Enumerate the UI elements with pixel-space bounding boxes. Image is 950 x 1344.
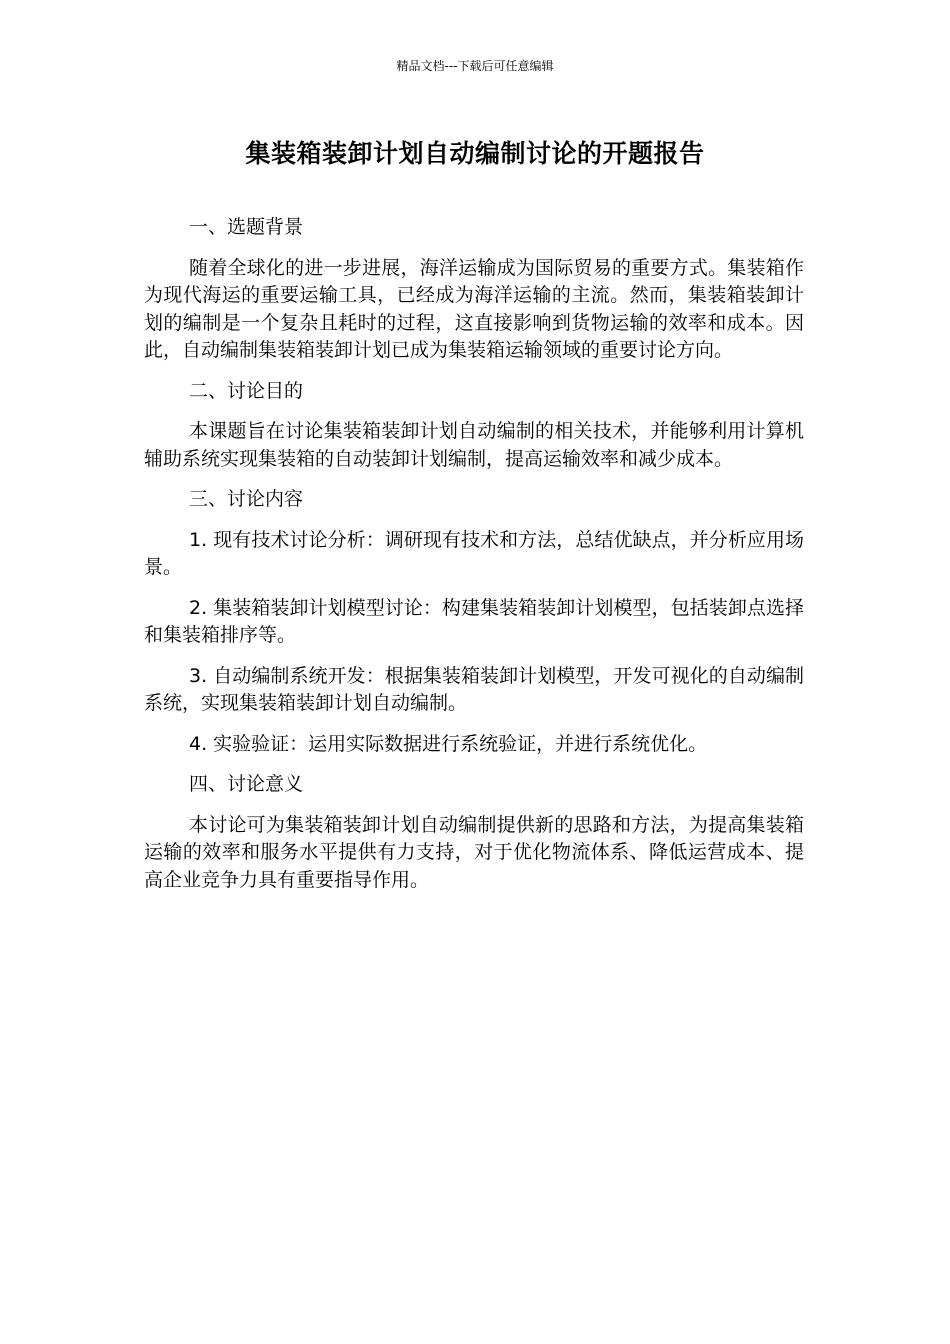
- section-heading-significance: 四、讨论意义: [189, 773, 304, 795]
- section-heading-background: 一、选题背景: [189, 216, 304, 238]
- section-paragraph-background: 随着全球化的进一步进展，海洋运输成为国际贸易的重要方式。集装箱作为现代海运的重要运输工具，已经成为海洋运输的主流。然而，集装箱装卸计划的编制是一个复杂且耗时的过程，这直接影响到货物运输的效率和成本。因此，自动编制集装箱装卸计划已成为集装箱运输领域的重要讨论方向。: [144, 256, 804, 361]
- section-heading-purpose: 二、讨论目的: [189, 379, 304, 402]
- section-heading-content: 三、讨论内容: [189, 488, 304, 510]
- content-list-item: 3. 自动编制系统开发：根据集装箱装卸计划模型，开发可视化的自动编制系统，实现集装箱装卸计划自动编制。: [144, 664, 804, 714]
- section-paragraph-significance: 本讨论可为集装箱装卸计划自动编制提供新的思路和方法，为提高集装箱运输的效率和服务水平提供有力支持，对于优化物流体系、降低运营成本、提高企业竞争力具有重要指导作用。: [144, 813, 804, 891]
- header-note: 精品文档---下载后可任意编辑: [396, 59, 554, 73]
- content-list-item: 1. 现有技术讨论分析：调研现有技术和方法，总结优缺点，并分析应用场景。: [144, 528, 804, 578]
- content-list-item: 4. 实验验证：运用实际数据进行系统验证，并进行系统优化。: [189, 732, 708, 755]
- document-body: [144, 214, 804, 907]
- document-title: 集装箱装卸计划自动编制讨论的开题报告: [245, 139, 705, 168]
- section-paragraph-purpose: 本课题旨在讨论集装箱装卸计划自动编制的相关技术，并能够利用计算机辅助系统实现集装箱的自动装卸计划编制，提高运输效率和减少成本。: [144, 420, 804, 470]
- content-list-item: 2. 集装箱装卸计划模型讨论：构建集装箱装卸计划模型，包括装卸点选择和集装箱排序等。: [144, 596, 804, 646]
